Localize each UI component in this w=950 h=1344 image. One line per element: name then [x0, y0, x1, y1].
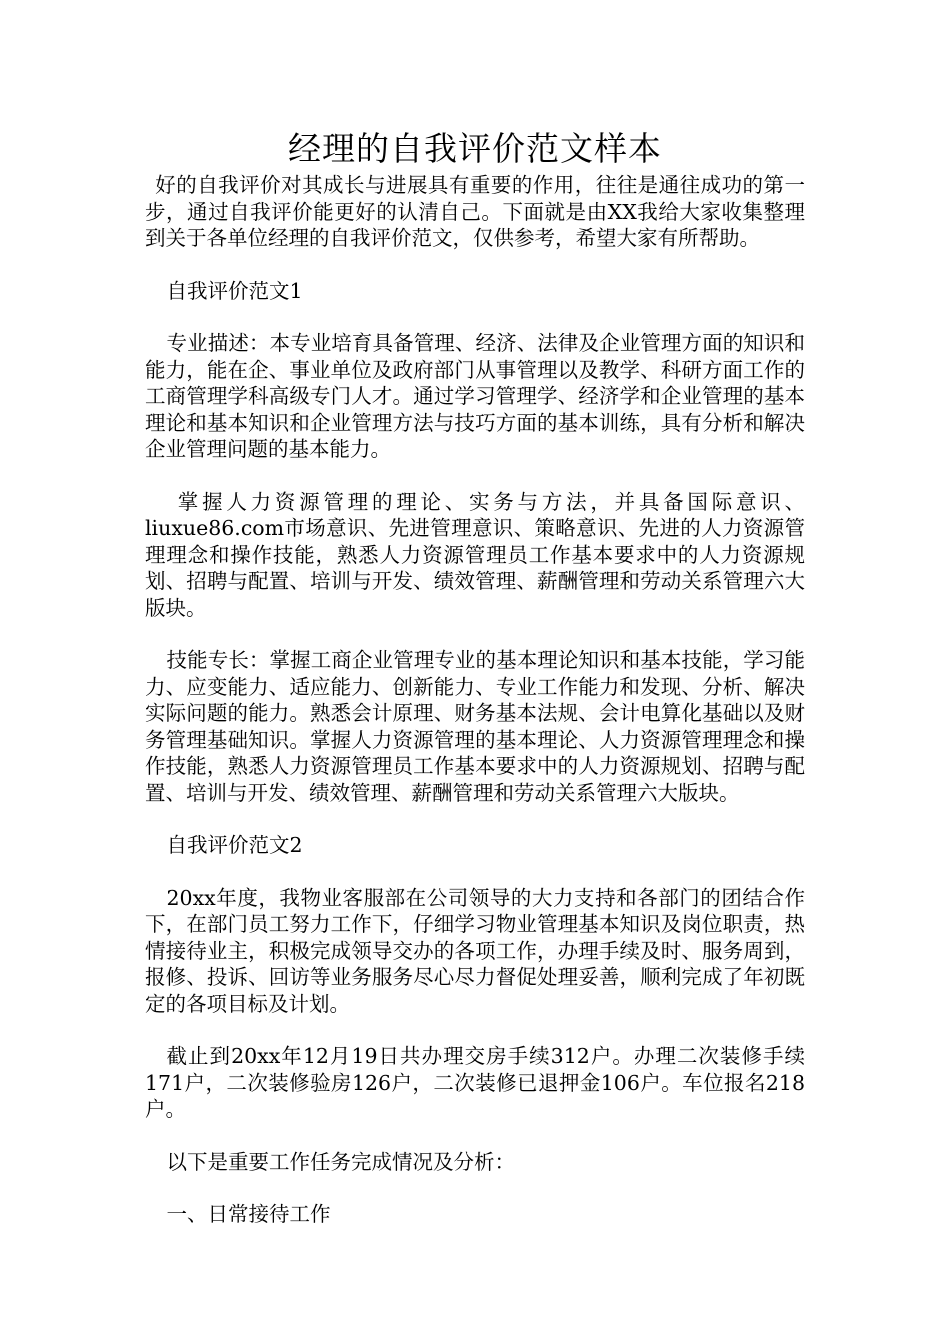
paragraph-professional-description: 专业描述：本专业培育具备管理、经济、法律及企业管理方面的知识和能力，能在企、事业单位及政府部门从事管理以及教学、科研方面工作的工商管理学科高级专门人才。通过学习管理学、经济学和企业管理的基本理论和基本知识和企业管理方法与技巧方面的基本训练，具有分析和解决企业管理问题的基本能力。 [145, 331, 805, 461]
section-heading-sample-1: 自我评价范文1 [166, 278, 303, 303]
section-heading-sample-2: 自我评价范文2 [166, 833, 303, 857]
paragraph-task-intro: 以下是重要工作任务完成情况及分析： [166, 1149, 516, 1174]
paragraph-skills: 技能专长：掌握工商企业管理专业的基本理论知识和基本技能，学习能力、应变能力、适应能力、创新能力、专业工作能力和发现、分析、解决实际问题的能力。熟悉会计原理、财务基本法规、会计电算化基础以及财务管理基础知识。掌握人力资源管理的基本理论、人力资源管理理念和操作技能，熟悉人力资源管理员工作基本要求中的人力资源规划、招聘与配置、培训与开发、绩效管理、薪酬管理和劳动关系管理六大版块。 [145, 648, 805, 805]
section-heading-daily-reception: 一、日常接待工作 [166, 1202, 331, 1226]
paragraph-hr-management: 掌握人力资源管理的理论、实务与方法，并具备国际意识、liuxue86.com市场意识、先进管理意识、策略意识、先进的人力资源管理理念和操作技能，熟悉人力资源管理员工作基本要求中的人力资源规划、招聘与配置、培训与开发、绩效管理、薪酬管理和劳动关系管理六大版块。 [145, 489, 805, 620]
document-body [145, 172, 805, 1254]
paragraph-annual-summary: 20xx年度，我物业客服部在公司领导的大力支持和各部门的团结合作下，在部门员工努力工作下，仔细学习物业管理基本知识及岗位职责，热情接待业主，积极完成领导交办的各项工作，办理手续及时、服务周到，报修、投诉、回访等业务服务尽心尽力督促处理妥善，顺利完成了年初既定的各项目标及计划。 [145, 885, 805, 1016]
intro-paragraph: 好的自我评价对其成长与进展具有重要的作用，往往是通往成功的第一步，通过自我评价能更好的认清自己。下面就是由XX我给大家收集整理到关于各单位经理的自我评价范文，仅供参考，希望大家有所帮助。 [145, 173, 805, 250]
document-title: 经理的自我评价范文样本 [288, 129, 662, 168]
paragraph-statistics: 截止到20xx年12月19日共办理交房手续312户。办理二次装修手续171户，二次装修验房126户，二次装修已退押金106户。车位报名218户。 [145, 1044, 805, 1121]
